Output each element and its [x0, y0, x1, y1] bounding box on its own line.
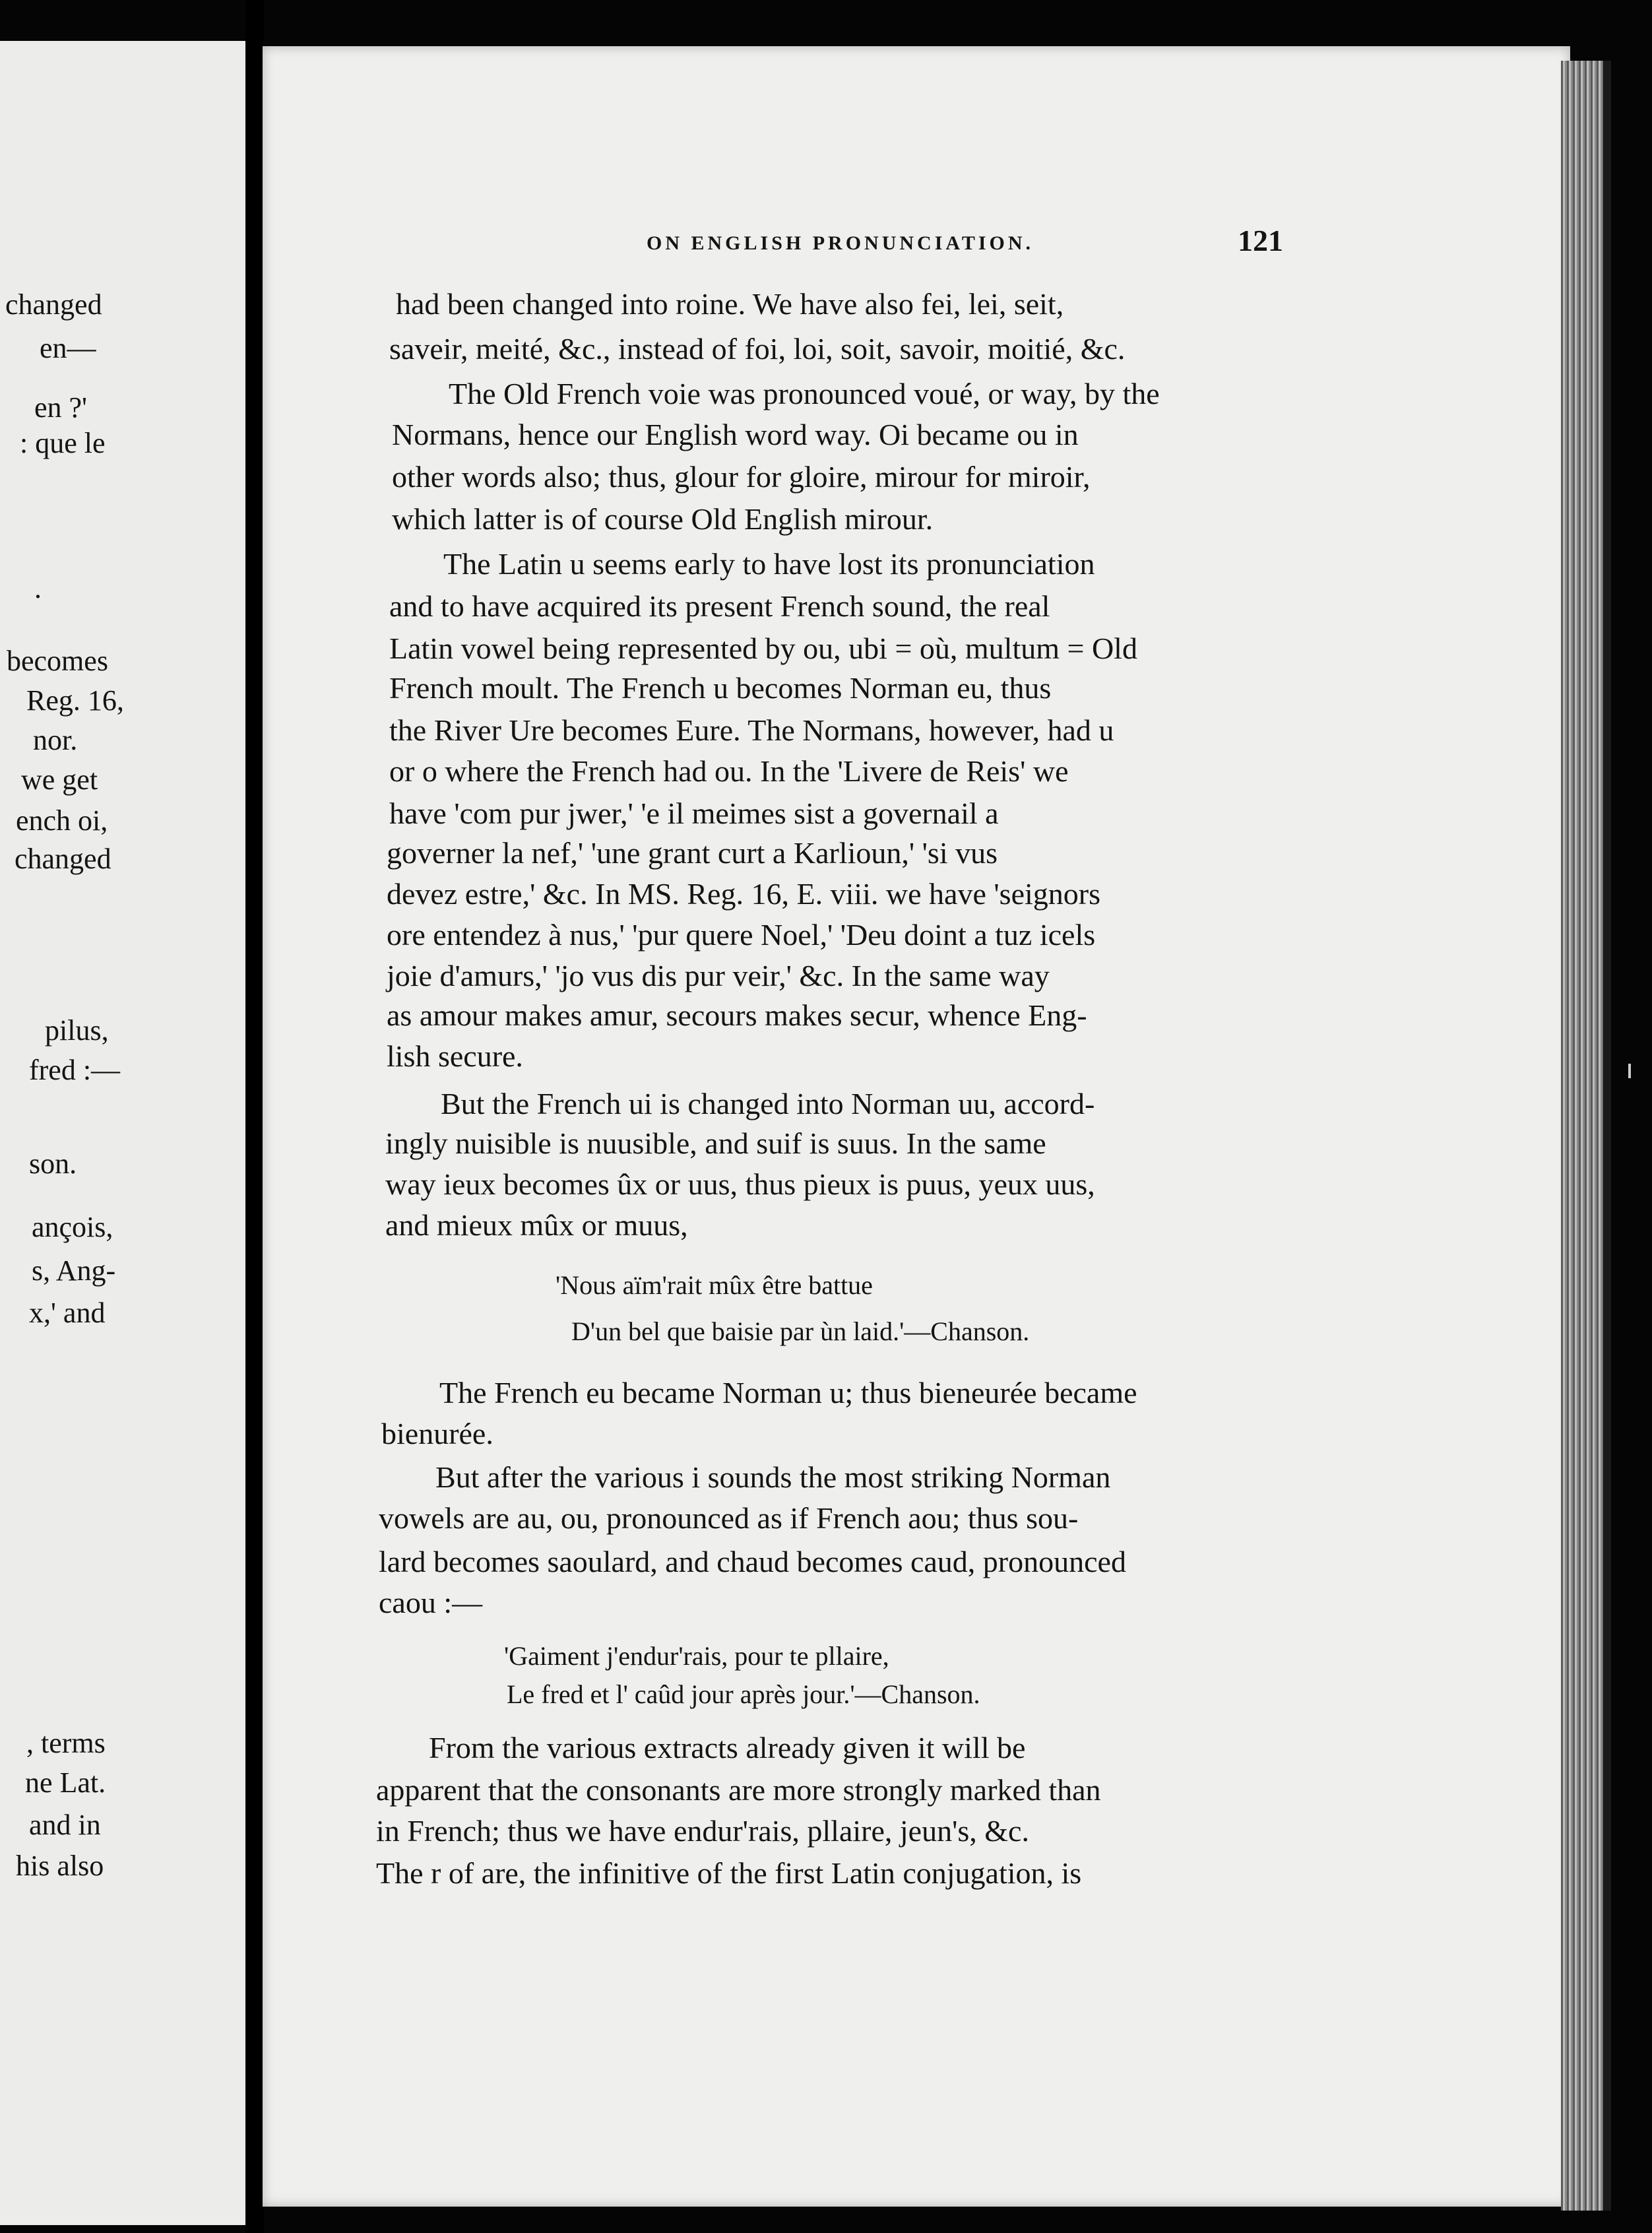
- left-page-line: s, Ang-: [32, 1254, 116, 1287]
- left-page-line: en ?': [34, 391, 87, 424]
- left-page-line: Reg. 16,: [26, 684, 124, 717]
- left-page-line: , terms: [26, 1727, 106, 1759]
- text-line: From the various extracts already given it will be: [429, 1731, 1026, 1764]
- left-page-line: and in: [29, 1809, 101, 1841]
- text-line: devez estre,' &c. In MS. Reg. 16, E. viii. we have 'seignors: [387, 877, 1100, 911]
- text-line: Latin vowel being represented by ou, ubi = où, multum = Old: [389, 631, 1137, 665]
- left-page-line: ne Lat.: [25, 1766, 106, 1799]
- text-line: in French; thus we have endur'rais, pllaire, jeun's, &c.: [376, 1814, 1029, 1848]
- text-line: French moult. The French u becomes Norman eu, thus: [389, 671, 1052, 705]
- text-line: But the French ui is changed into Norman uu, accord-: [441, 1087, 1095, 1120]
- text-line: way ieux becomes ûx or uus, thus pieux is puus, yeux uus,: [385, 1167, 1095, 1201]
- text-line: the River Ure becomes Eure. The Normans, however, had u: [389, 713, 1114, 747]
- verse-line: 'Gaiment j'endur'rais, pour te pllaire,: [504, 1641, 889, 1671]
- text-line: or o where the French had ou. In the 'Livere de Reis' we: [389, 754, 1069, 788]
- text-line: joie d'amurs,' 'jo vus dis pur veir,' &c. In the same way: [387, 959, 1050, 992]
- text-line: had been changed into roine. We have also fei, lei, seit,: [396, 287, 1064, 321]
- left-page-line: nor.: [33, 724, 78, 756]
- text-line: But after the various i sounds the most striking Norman: [435, 1460, 1111, 1494]
- text-line: which latter is of course Old English mirour.: [392, 502, 934, 536]
- text-line: have 'com pur jwer,' 'e il meimes sist a governail a: [389, 796, 999, 830]
- left-page-line: son.: [29, 1148, 77, 1180]
- text-line: The French eu became Norman u; thus bieneurée became: [439, 1376, 1137, 1409]
- left-page-line: fred :—: [29, 1054, 121, 1086]
- left-page-line: .: [34, 572, 42, 604]
- page-number: 121: [1238, 224, 1283, 257]
- left-page-line: pilus,: [45, 1014, 109, 1047]
- verse-line: 'Nous aïm'rait mûx être battue: [556, 1270, 873, 1300]
- text-line: ingly nuisible is nuusible, and suif is suus. In the same: [385, 1126, 1046, 1160]
- text-line: governer la nef,' 'une grant curt a Karlioun,' 'si vus: [387, 836, 998, 870]
- text-line: other words also; thus, glour for gloire, mirour for miroir,: [392, 460, 1091, 494]
- left-page-line: his also: [16, 1850, 104, 1882]
- text-line: vowels are au, ou, pronounced as if French aou; thus sou-: [379, 1501, 1079, 1535]
- book-gutter: [245, 0, 264, 2233]
- text-line: lish secure.: [387, 1039, 523, 1073]
- text-line: and mieux mûx or muus,: [385, 1208, 688, 1242]
- left-page-line: changed: [5, 288, 102, 321]
- verse-line: Le fred et l' caûd jour après jour.'—Chanson.: [507, 1679, 980, 1709]
- text-line: ore entendez à nus,' 'pur quere Noel,' 'Deu doint a tuz icels: [387, 918, 1096, 952]
- left-page-line: : que le: [20, 427, 106, 459]
- text-line: caou :—: [379, 1586, 483, 1619]
- left-page-line: changed: [15, 843, 111, 875]
- text-line: lard becomes saoulard, and chaud becomes caud, pronounced: [379, 1545, 1126, 1578]
- left-page: [0, 41, 249, 2225]
- left-page-line: ench oi,: [16, 804, 108, 837]
- text-line: saveir, meité, &c., instead of foi, loi, soit, savoir, moitié, &c.: [389, 332, 1126, 366]
- scan-mark: [1628, 1064, 1631, 1078]
- text-line: and to have acquired its present French sound, the real: [389, 589, 1050, 623]
- verse-line: D'un bel que baisie par ùn laid.'—Chanson.: [571, 1316, 1030, 1346]
- book-edge-shadow: [1603, 61, 1611, 2211]
- text-line: The Old French voie was pronounced voué, or way, by the: [449, 377, 1160, 410]
- left-page-line: ançois,: [32, 1211, 113, 1243]
- left-page-line: becomes: [7, 645, 108, 677]
- text-line: as amour makes amur, secours makes secur, whence Eng-: [387, 998, 1087, 1032]
- text-line: The r of are, the infinitive of the first Latin conjugation, is: [376, 1856, 1082, 1890]
- text-line: The Latin u seems early to have lost its pronunciation: [443, 547, 1095, 581]
- running-head: ON ENGLISH PRONUNCIATION.: [647, 232, 1034, 254]
- page-edges: [1561, 61, 1603, 2211]
- text-line: bienurée.: [381, 1417, 493, 1450]
- text-line: Normans, hence our English word way. Oi became ou in: [392, 418, 1079, 451]
- left-page-line: en—: [40, 332, 96, 364]
- text-line: apparent that the consonants are more strongly marked than: [376, 1773, 1101, 1807]
- left-page-line: x,' and: [29, 1297, 106, 1329]
- left-page-line: we get: [21, 763, 98, 796]
